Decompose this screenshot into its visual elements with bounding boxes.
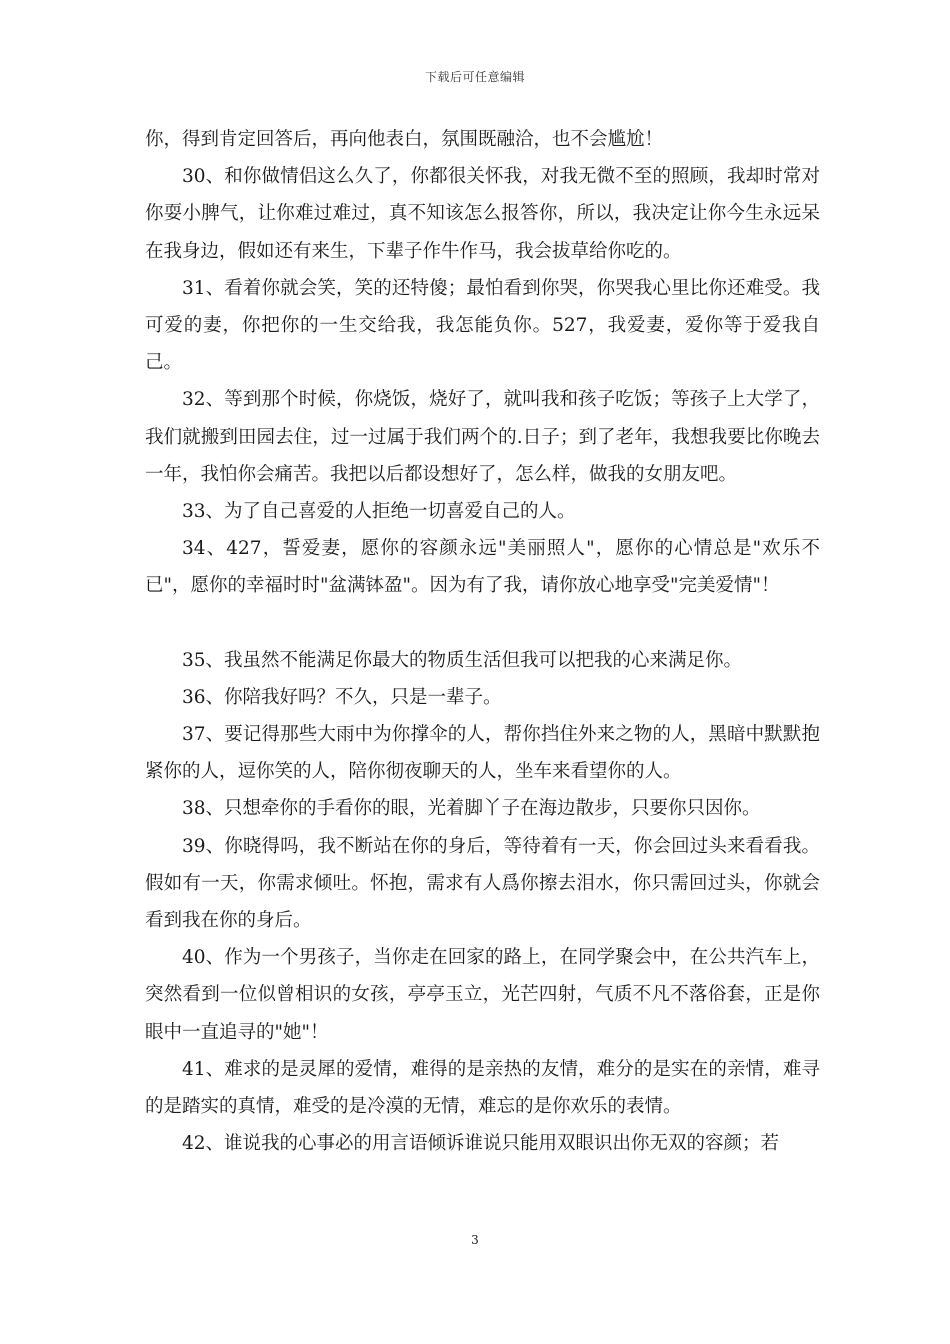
page-number: 3 xyxy=(471,1233,479,1247)
paragraph-34: 34、427，誓爱妻，愿你的容颜永远"美丽照人"，愿你的心情总是"欢乐不已"，愿你的幸福时时"盆满钵盈"。因为有了我，请你放心地享受"完美爱情"！ xyxy=(145,538,820,597)
paragraph-32: 32、等到那个时候，你烧饭，烧好了，就叫我和孩子吃饭；等孩子上大学了，我们就搬到田园去住，过一过属于我们两个的.日子；到了老年，我想我要比你晚去一年，我怕你会痛苦。我把以后都设想好了，怎么样，做我的女朋友吧。 xyxy=(145,389,820,485)
paragraph-30: 30、和你做情侣这么久了，你都很关怀我，对我无微不至的照顾，我却时常对你耍小脾气，让你难过难过，真不知该怎么报答你，所以，我决定让你今生永远呆在我身边，假如还有来生，下辈子作牛作马，我会拔草给你吃的。 xyxy=(145,166,820,262)
blank-line xyxy=(145,605,820,642)
paragraph-31: 31、看着你就会笑，笑的还特傻；最怕看到你哭，你哭我心里比你还难受。我可爱的妻，你把你的一生交给我，我怎能负你。527，我爱妻，爱你等于爱我自己。 xyxy=(145,277,820,374)
paragraph-39: 39、你晓得吗，我不断站在你的身后，等待着有一天，你会回过头来看看我。假如有一天，你需求倾吐。怀抱，需求有人爲你擦去泪水，你只需回过头，你就会看到我在你的身后。 xyxy=(145,835,820,932)
paragraph-41: 41、难求的是灵犀的爱情，难得的是亲热的友情，难分的是实在的亲情，难寻的是踏实的真情，难受的是冷漠的无情，难忘的是你欢乐的表情。 xyxy=(145,1058,820,1118)
paragraph-38: 38、只想牵你的手看你的眼，光着脚丫子在海边散步，只要你只因你。 xyxy=(182,798,761,820)
paragraph-continuation: 你，得到肯定回答后，再向他表白，氛围既融洽，也不会尴尬！ xyxy=(145,129,664,150)
paragraph-40: 40、作为一个男孩子，当你走在回家的路上，在同学聚会中，在公共汽车上，突然看到一位似曾相识的女孩，亭亭玉立，光芒四射，气质不凡不落俗套，正是你眼中一直追寻的"她"！ xyxy=(145,947,820,1043)
paragraph-35: 35、我虽然不能满足你最大的物质生活但我可以把我的心来满足你。 xyxy=(182,649,743,671)
page-header: 下载后可任意编辑 xyxy=(424,70,525,84)
paragraph-42: 42、谁说我的心事必的用言语倾诉谁说只能用双眼识出你无双的容颜；若 xyxy=(182,1133,780,1155)
document-body xyxy=(145,121,820,1162)
paragraph-37: 37、要记得那些大雨中为你撑伞的人，帮你挡住外来之物的人，黑暗中默默抱紧你的人，逗你笑的人，陪你彻夜聊天的人，坐车来看望你的人。 xyxy=(145,724,820,783)
paragraph-36: 36、你陪我好吗？不久，只是一辈子。 xyxy=(182,686,502,708)
paragraph-33: 33、为了自己喜爱的人拒绝一切喜爱自己的人。 xyxy=(182,501,576,523)
